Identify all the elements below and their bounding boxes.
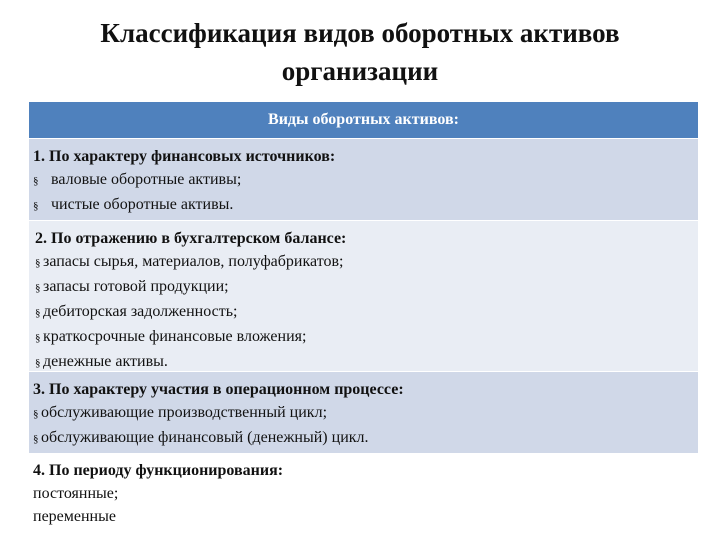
section-heading: 1. По характеру финансовых источников: — [33, 148, 336, 165]
bullet-icon: § — [35, 307, 41, 319]
list-item: § краткосрочные финансовые вложения; — [35, 325, 694, 350]
bullet-icon: § — [33, 200, 39, 212]
list-item: переменные — [33, 508, 116, 525]
list-item: постоянные; — [33, 485, 119, 502]
slide-title — [0, 14, 720, 90]
bullet-icon: § — [35, 357, 41, 369]
bullet-icon: § — [33, 175, 39, 187]
section-heading: 3. По характеру участия в операционном процессе: — [33, 381, 404, 398]
list-item: § валовые оборотные активы; — [33, 168, 694, 193]
list-item: § обслуживающие производственный цикл; — [33, 401, 694, 426]
section-operational-process — [29, 371, 698, 452]
list-item: § чистые оборотные активы. — [33, 193, 694, 218]
section-heading: 2. По отражению в бухгалтерском балансе: — [35, 230, 347, 247]
list-item: § запасы сырья, материалов, полуфабрикатов; — [35, 250, 694, 275]
classification-table — [29, 102, 698, 528]
title-line-1: Классификация видов оборотных активов — [100, 18, 620, 48]
list-item: § денежные активы. — [35, 350, 694, 375]
list-item: § дебиторская задолженность; — [35, 300, 694, 325]
section-functioning-period — [29, 452, 698, 528]
bullet-icon: § — [35, 332, 41, 344]
section-balance-sheet — [29, 220, 698, 371]
list-item: § обслуживающие финансовый (денежный) цикл. — [33, 426, 694, 451]
section-financial-sources — [29, 138, 698, 220]
title-line-2: организации — [281, 56, 439, 86]
bullet-icon: § — [35, 282, 41, 294]
bullet-icon: § — [33, 433, 39, 445]
list-item: § запасы готовой продукции; — [35, 275, 694, 300]
bullet-icon: § — [33, 408, 39, 420]
table-header: Виды оборотных активов: — [29, 102, 698, 138]
section-heading: 4. По периоду функционирования: — [33, 462, 284, 479]
bullet-icon: § — [35, 257, 41, 269]
